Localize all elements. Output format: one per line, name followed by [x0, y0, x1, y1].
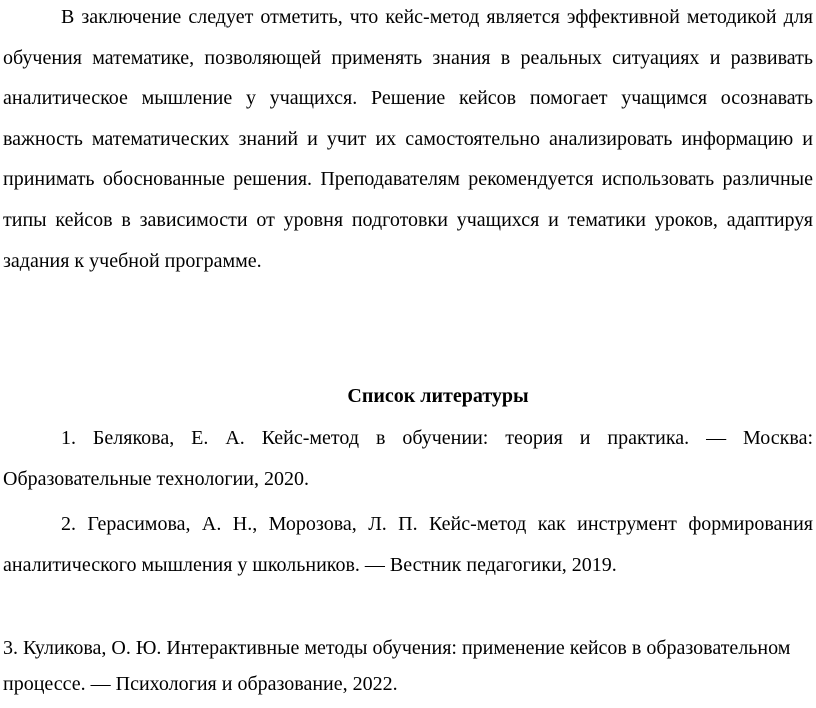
references-heading: Список литературы — [347, 385, 529, 407]
conclusion-paragraph: В заключение следует отметить, что кейс-метод является эффективной методикой для обучения математике, позволяющей применять знания в реальных ситуациях и развивать аналитическое мышление у учащихся. Решение кейсов помогает учащимся осознавать важность математических знаний и учит их самостоятельно анализировать информацию и принимать обоснованные решения. Преподавателям рекомендуется использовать различные типы кейсов в зависимости от уровня подготовки учащихся и тематики уроков, адаптируя задания к учебной программе. — [3, 6, 813, 272]
reference-item-1: 1. Белякова, Е. А. Кейс-метод в обучении: теория и практика. — Москва: Образовательные технологии, 2020. — [3, 427, 813, 490]
reference-item-2: 2. Герасимова, А. Н., Морозова, Л. П. Кейс-метод как инструмент формирования аналитического мышления у школьников. — Вестник педагогики, 2019. — [3, 513, 813, 576]
reference-item-3: 3. Куликова, О. Ю. Интерактивные методы обучения: применение кейсов в образовательном процессе. — Психология и образование, 2022. — [3, 637, 791, 695]
